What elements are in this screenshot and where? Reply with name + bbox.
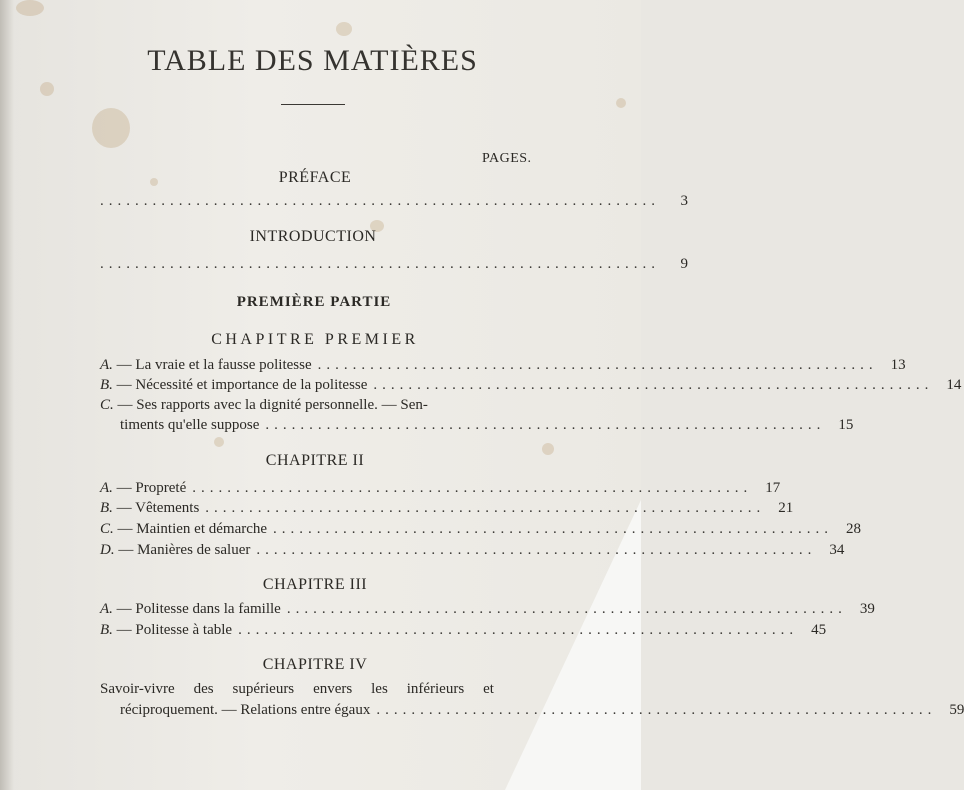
toc-entry-line-2[interactable] — [120, 702, 964, 719]
dot-leader: ................................................................ — [238, 622, 799, 638]
entry-letter: D. — [100, 542, 115, 558]
page-number: 39 — [859, 601, 875, 617]
entry-text — [100, 377, 367, 394]
toc-entry[interactable] — [100, 542, 845, 559]
entry-letter: C. — [100, 521, 114, 537]
dot-leader: ................................................................ — [100, 193, 660, 209]
foxing-stain — [336, 22, 352, 36]
toc-entry[interactable] — [100, 601, 875, 618]
page-number: 17 — [765, 480, 781, 496]
dot-leader: ................................................................ — [192, 480, 753, 496]
page-number: 3 — [680, 193, 688, 209]
dot-leader: ................................................................ — [286, 601, 847, 617]
dot-leader: ................................................................ — [205, 500, 766, 516]
dot-leader: ................................................................ — [373, 377, 934, 393]
entry-text — [100, 601, 281, 618]
dot-leader: ................................................................ — [265, 417, 826, 433]
foxing-stain — [40, 82, 54, 96]
entry-text — [100, 357, 312, 374]
entry-word: supérieurs — [232, 681, 295, 697]
pages-column-label: PAGES. — [482, 151, 532, 166]
page-number: 45 — [811, 622, 827, 638]
page-number: 9 — [680, 256, 688, 272]
toc-entry-line-1[interactable] — [100, 397, 428, 414]
foxing-stain — [92, 108, 130, 148]
entry-title: — La vraie et la fausse politesse — [112, 357, 312, 373]
entry-title: — Ses rapports avec la dignité personnelle. — Sen- — [113, 397, 428, 413]
dot-leader: ................................................................ — [256, 542, 817, 558]
foxing-stain — [16, 0, 44, 16]
foxing-stain — [616, 98, 626, 108]
entry-title: — Nécessité et importance de la politesse — [112, 377, 368, 393]
entry-continuation: timents qu'elle suppose — [120, 417, 260, 433]
introduction-heading: INTRODUCTION — [249, 228, 377, 245]
dot-leader: ................................................................ — [100, 256, 660, 272]
entry-text — [100, 500, 199, 517]
entry-letter: C. — [100, 397, 114, 413]
toc-entry[interactable] — [100, 480, 781, 497]
toc-entry[interactable] — [100, 500, 794, 517]
entry-text — [100, 622, 232, 639]
toc-entry[interactable] — [100, 521, 862, 538]
page-title: TABLE DES MATIÈRES — [147, 44, 478, 77]
toc-entry-line-1[interactable] — [100, 681, 494, 698]
chapter-heading: CHAPITRE IV — [262, 656, 368, 673]
chapter-heading: CHAPITRE II — [265, 452, 365, 469]
entry-letter: A. — [100, 357, 113, 373]
entry-letter: A. — [100, 601, 113, 617]
introduction-entry[interactable] — [100, 256, 688, 273]
entry-letter: B. — [100, 622, 113, 638]
entry-title: — Maintien et démarche — [113, 521, 268, 537]
foxing-stain — [214, 437, 224, 447]
dot-leader: ................................................................ — [317, 357, 878, 373]
entry-word: les — [371, 681, 388, 697]
page-number: 34 — [829, 542, 845, 558]
entry-text — [100, 480, 186, 497]
entry-word: Savoir-vivre — [100, 681, 175, 697]
entry-letter: B. — [100, 377, 113, 393]
entry-word: inférieurs — [406, 681, 465, 697]
dot-leader: ................................................................ — [376, 702, 937, 718]
entry-title: — Politesse dans la famille — [112, 601, 281, 617]
preface-heading: PRÉFACE — [278, 169, 352, 186]
entry-continuation: réciproquement. — Relations entre égaux — [120, 702, 371, 718]
page-number: 13 — [890, 357, 906, 373]
toc-entry[interactable] — [100, 377, 962, 394]
entry-title: — Politesse à table — [112, 622, 233, 638]
entry-letter: A. — [100, 480, 113, 496]
entry-text — [100, 542, 250, 559]
part-heading: PREMIÈRE PARTIE — [236, 294, 392, 310]
entry-title: — Vêtements — [112, 500, 200, 516]
dot-leader: ................................................................ — [273, 521, 834, 537]
page-number: 59 — [949, 702, 964, 718]
entry-title: — Manières de saluer — [114, 542, 251, 558]
page-number: 14 — [946, 377, 962, 393]
entry-word: et — [483, 681, 494, 697]
entry-word: des — [193, 681, 214, 697]
entry-text — [100, 521, 267, 538]
entry-word: envers — [313, 681, 353, 697]
toc-entry-line-2[interactable] — [120, 417, 854, 434]
toc-entry[interactable] — [100, 357, 906, 374]
entry-title: — Propreté — [112, 480, 187, 496]
entry-letter: B. — [100, 500, 113, 516]
page-number: 21 — [778, 500, 794, 516]
chapter-heading: CHAPITRE PREMIER — [211, 331, 419, 348]
chapter-heading: CHAPITRE III — [262, 576, 368, 593]
toc-entry[interactable] — [100, 622, 827, 639]
title-rule — [281, 104, 345, 105]
preface-entry[interactable] — [100, 193, 688, 210]
page-number: 28 — [846, 521, 862, 537]
page-number: 15 — [838, 417, 854, 433]
